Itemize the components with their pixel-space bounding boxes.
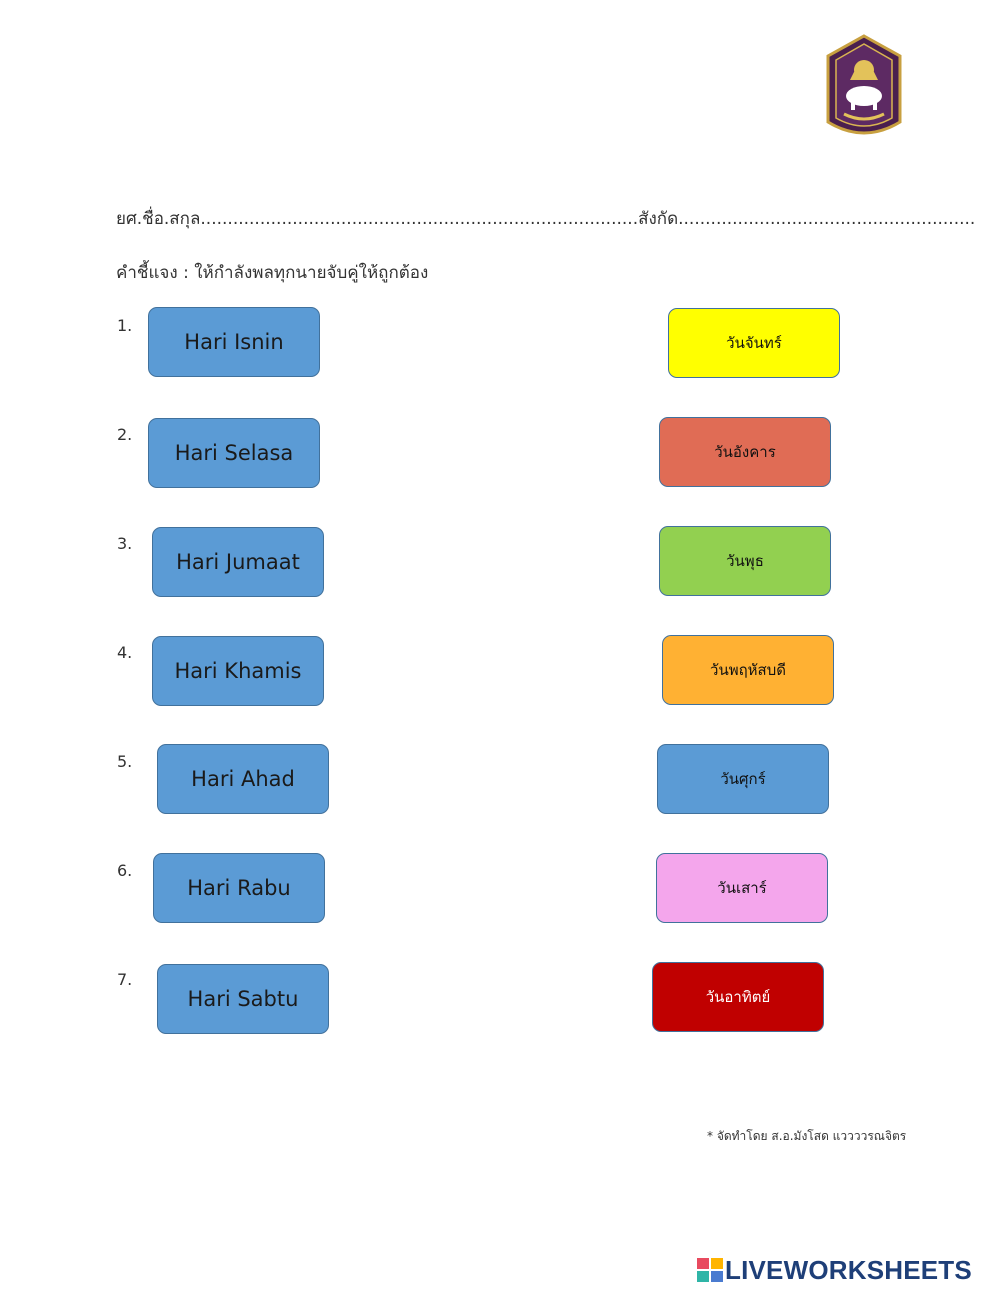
item-number: 4. <box>117 643 133 662</box>
left-item-hari-selasa[interactable]: Hari Selasa <box>148 418 320 488</box>
right-item-wednesday[interactable]: วันพุธ <box>659 526 831 596</box>
right-item-tuesday[interactable]: วันอังคาร <box>659 417 831 487</box>
liveworksheets-logo[interactable] <box>697 1256 972 1284</box>
item-number: 2. <box>117 425 133 444</box>
instruction-text: คำชี้แจง : ให้กำลังพลทุกนายจับคู่ให้ถูกต้อง <box>116 263 429 283</box>
liveworksheets-brand-text: LIVEWORKSHEETS <box>725 1254 972 1285</box>
item-number: 6. <box>117 861 133 880</box>
left-item-hari-isnin[interactable]: Hari Isnin <box>148 307 320 377</box>
left-item-hari-khamis[interactable]: Hari Khamis <box>152 636 324 706</box>
author-note: * จัดทำโดย ส.อ.มังโสด แววววรณจิตร <box>707 1129 907 1143</box>
liveworksheets-logo-icon <box>697 1258 723 1282</box>
item-number: 3. <box>117 534 133 553</box>
left-item-hari-rabu[interactable]: Hari Rabu <box>153 853 325 923</box>
item-number: 7. <box>117 970 133 989</box>
right-item-saturday[interactable]: วันเสาร์ <box>656 853 828 923</box>
left-item-hari-ahad[interactable]: Hari Ahad <box>157 744 329 814</box>
emblem-icon <box>824 34 904 142</box>
right-item-thursday[interactable]: วันพฤหัสบดี <box>662 635 834 705</box>
right-item-monday[interactable]: วันจันทร์ <box>668 308 840 378</box>
right-item-friday[interactable]: วันศุกร์ <box>657 744 829 814</box>
item-number: 1. <box>117 316 133 335</box>
item-number: 5. <box>117 752 133 771</box>
right-item-sunday[interactable]: วันอาทิตย์ <box>652 962 824 1032</box>
left-item-hari-sabtu[interactable]: Hari Sabtu <box>157 964 329 1034</box>
name-affiliation-line: ยศ.ชื่อ.สกุล.................................................................................สังกัด....................................................... <box>116 209 976 229</box>
left-item-hari-jumaat[interactable]: Hari Jumaat <box>152 527 324 597</box>
